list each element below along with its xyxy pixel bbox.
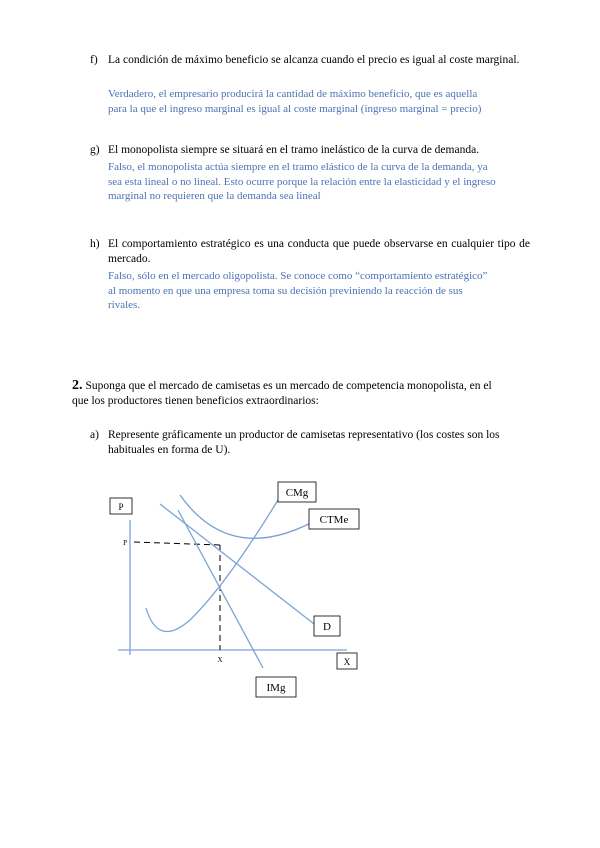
demand-curve <box>160 504 318 627</box>
section-2-line-2: que los productores tienen beneficios extraordinarios: <box>72 395 319 407</box>
subquestion-a-line-1: Represente gráficamente un productor de camisetas representativo (los costes son los <box>108 429 500 441</box>
answer-g-line-2: sea esta lineal o no lineal. Esto ocurre porque la relación entre la elasticidad y el ingreso <box>108 175 496 188</box>
subquestion-a-label: a) <box>90 429 99 441</box>
cmg-curve <box>146 500 278 632</box>
question-g-label: g) <box>90 144 100 156</box>
demand-label: D <box>323 621 331 633</box>
img-label: IMg <box>266 682 286 694</box>
question-g-text: El monopolista siempre se situará en el tramo inelástico de la curva de demanda. <box>108 144 480 156</box>
ctme-label: CTMe <box>319 514 349 526</box>
p-axis-label: P <box>118 502 124 512</box>
answer-f-line-1: Verdadero, el empresario producirá la cantidad de máximo beneficio, que es aquella <box>108 88 478 100</box>
cmg-label: CMg <box>285 487 309 499</box>
section-2-text-1: Suponga que el mercado de camisetas es un mercado de competencia monopolista, en el <box>85 380 492 392</box>
img-curve <box>178 510 263 668</box>
question-f-text: La condición de máximo beneficio se alcanza cuando el precio es igual al coste marginal. <box>108 54 520 66</box>
answer-h-line-2: al momento en que una empresa toma su decisión previniendo la reacción de sus <box>108 284 463 297</box>
answer-g-line-3: marginal no requieren que la demanda sea lineal <box>108 190 321 202</box>
question-h-label: h) <box>90 238 100 250</box>
question-f-label: f) <box>90 54 98 66</box>
answer-h-line-1: Falso, sólo en el mercado oligopolista. Se conoce como “comportamiento estratégico” <box>108 270 488 282</box>
answer-g-line-1: Falso, el monopolista actúa siempre en el tramo elástico de la curva de la demanda, ya <box>108 161 488 173</box>
price-tick-label: P <box>123 539 127 547</box>
section-2-number: 2. <box>72 378 83 393</box>
x-axis-label: X <box>343 657 351 667</box>
question-h-text: El comportamiento estratégico es una conducta que puede observarse en cualquier tipo de mercado. <box>108 238 530 265</box>
quantity-tick-label: X <box>217 656 223 664</box>
subquestion-a-line-2: habituales en forma de U). <box>108 444 231 456</box>
answer-f-line-2: para la que el ingreso marginal es igual al coste marginal (ingreso marginal = precio) <box>108 102 482 115</box>
answer-h-line-3: rivales. <box>108 299 141 311</box>
price-dashed-line <box>134 542 220 545</box>
